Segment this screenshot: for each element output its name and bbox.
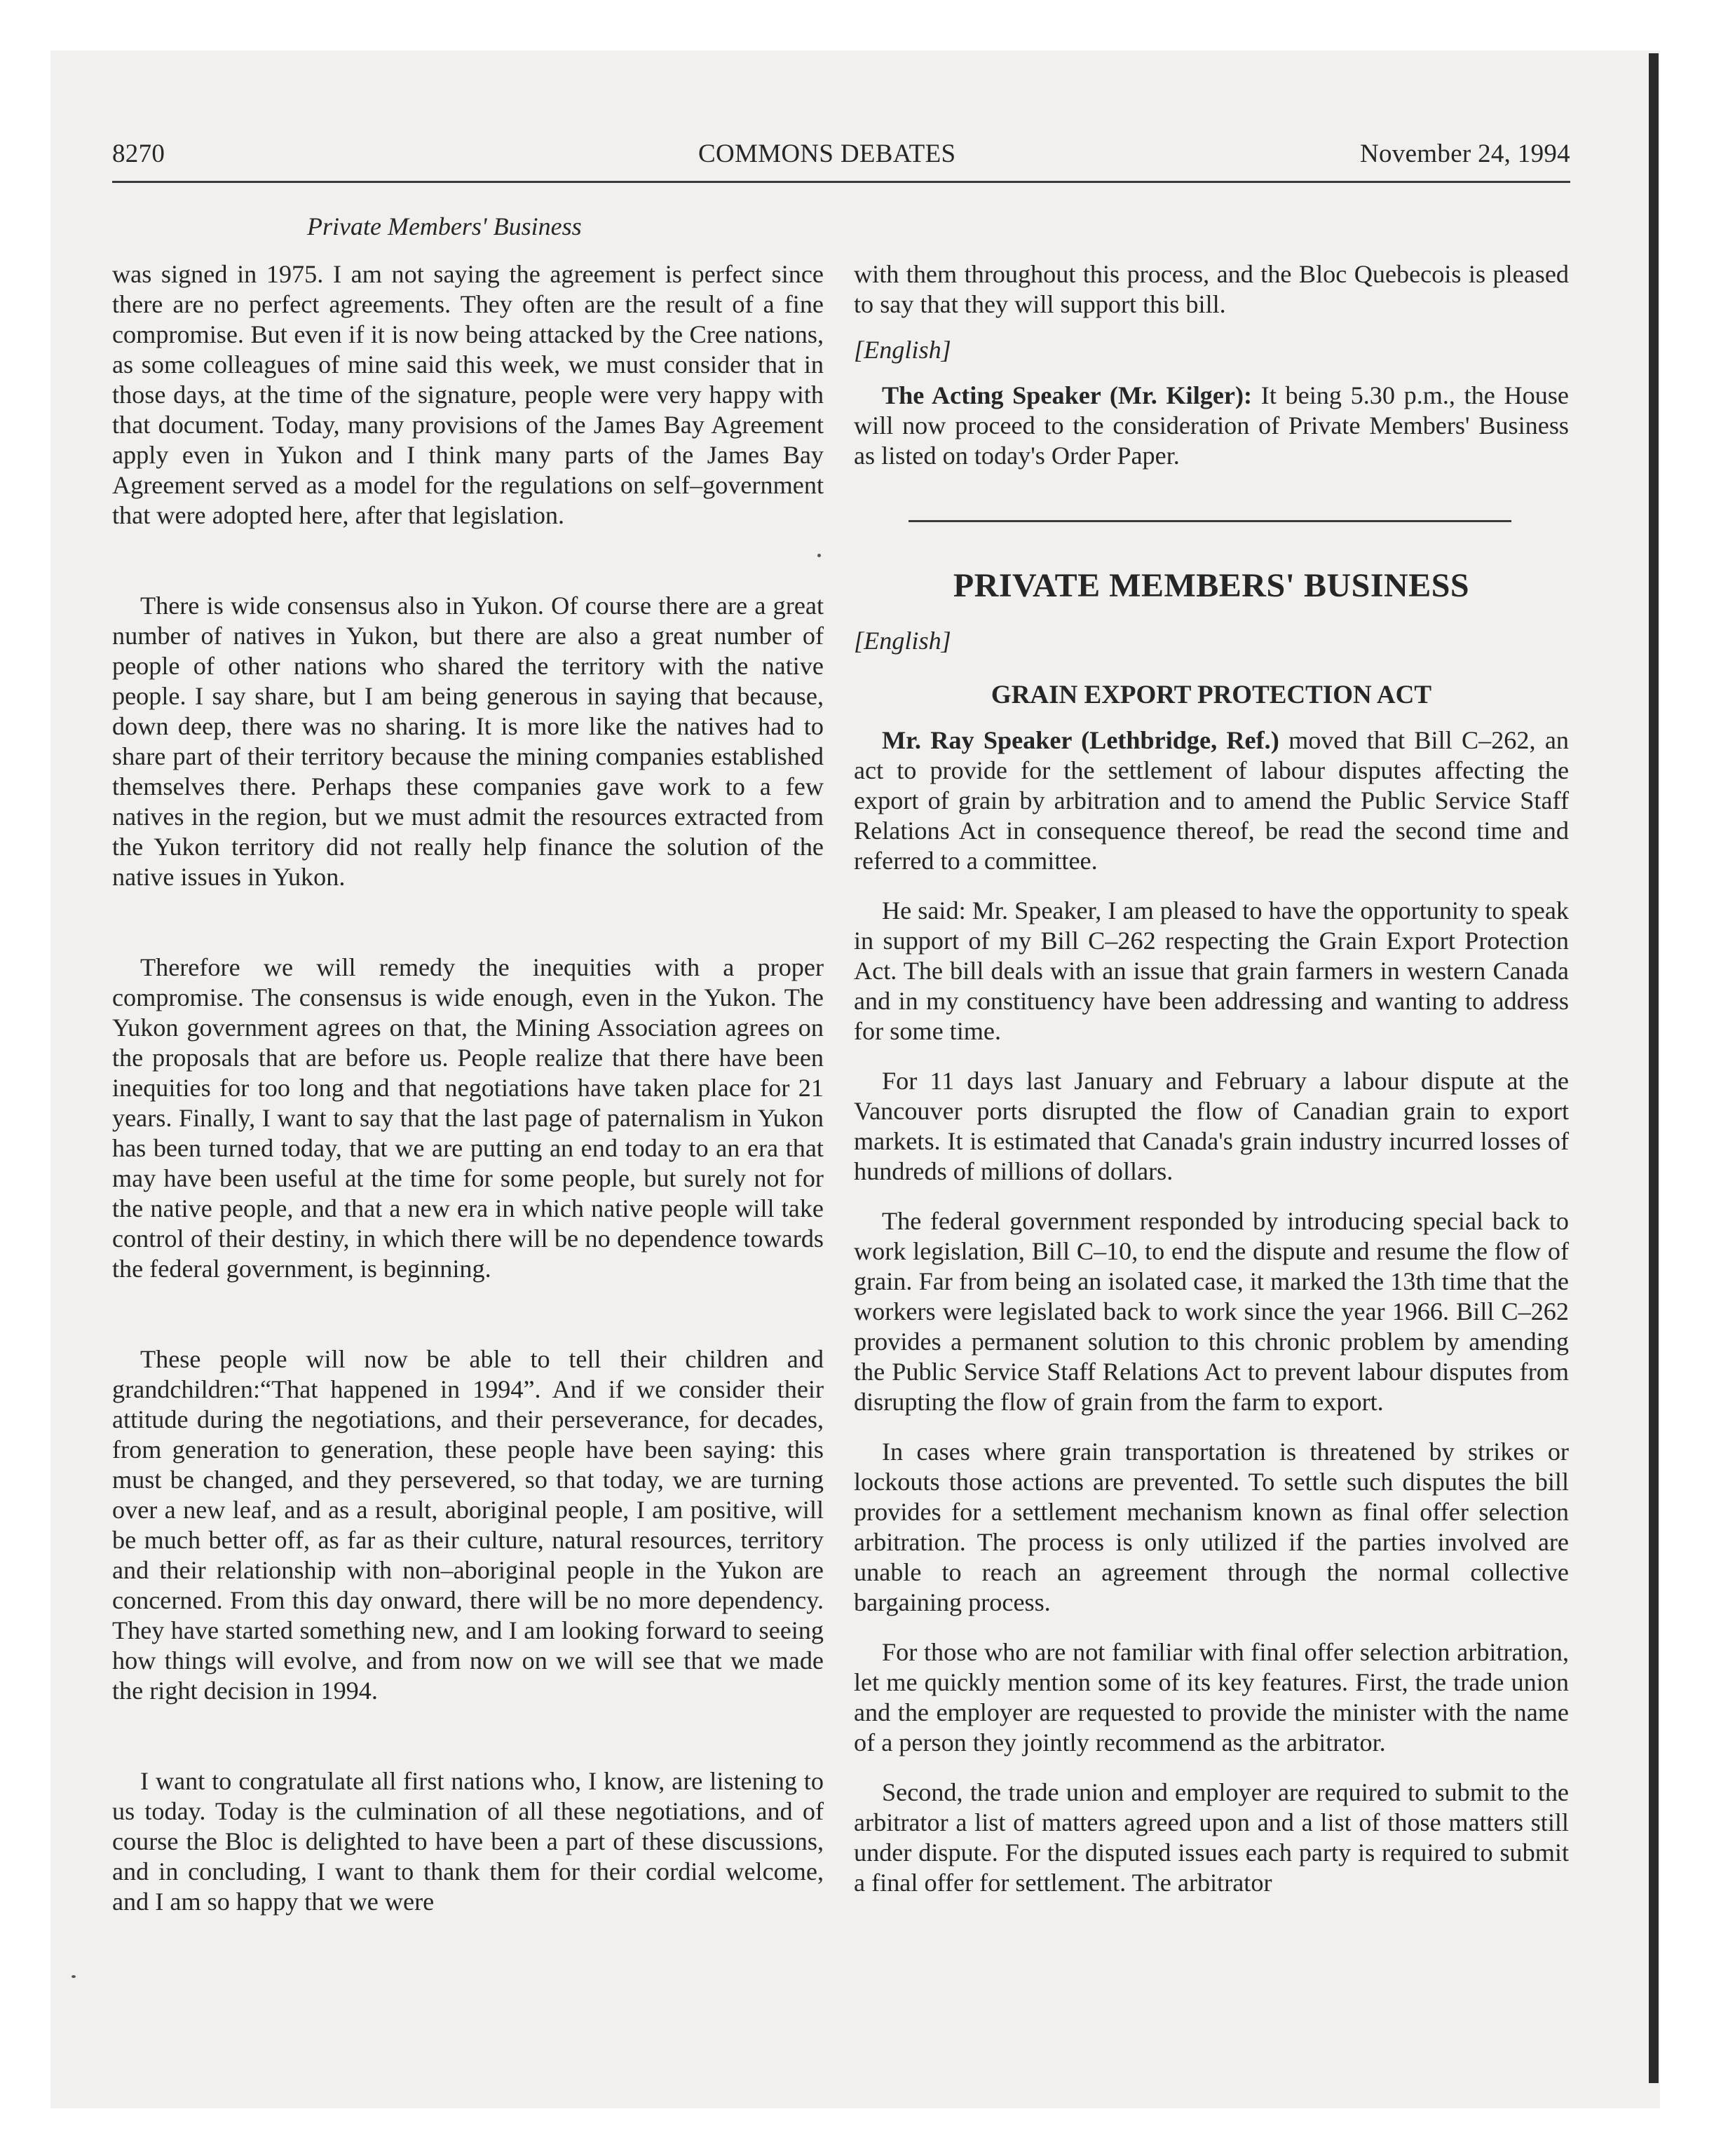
paragraph: was signed in 1975. I am not saying the agreement is perfect since there are no perfect agreements. They often are the result of a fine compromise. But even if it is now being attacked by the Cree nations, as some colleagues of mine said this week, we must consider that in those days, at the time of the signature, people were very happy with that document. Today, many provisions of the James Bay Agreement apply even in Yukon and I think many parts of the James Bay Agreement served as a model for the regulations on self–government that were adopted here, after that legislation. [112,260,824,529]
speech-text: It being 5.30 p.m., the House will now proceed to the consideration of Private Members' Business as listed on today's Order Paper. [854,381,1569,470]
header-rule [112,181,1570,183]
paragraph: There is wide consensus also in Yukon. Of course there are a great number of natives in Yukon, but there are also a great number of people of other nations who shared the territory with the native people. I say share, but I am being generous in saying that because, down deep, there was no sharing. It is more like the natives had to share part of their territory because the mining companies established themselves there. Perhaps these companies gave work to a few natives in the region, but we must admit the resources extracted from the Yukon territory did not really help finance the solution of the native issues in Yukon. [112,592,824,891]
scan-speck [72,1975,76,1978]
section-divider [909,520,1511,522]
paragraph: Therefore we will remedy the inequities with a proper compromise. The consensus is wide enough, even in the Yukon. The Yukon government agrees on that, the Mining Association agrees on the proposals that are before us. People realize that there have been inequities for too long and that negotiations have taken place for 21 years. Finally, I want to say that the last page of paternalism in Yukon has been turned today, that we are putting an end today to an era that may have been useful at the time for some people, but surely not for the native people, and that a new era in which native people will take control of their destiny, in which there will be no dependence towards the federal government, is beginning. [112,953,824,1283]
paragraph: For those who are not familiar with final offer selection arbitration, let me quickly mention some of its key features. First, the trade union and the employer are requested to provide the minister with the name of a person they jointly recommend as the arbitrator. [854,1638,1569,1756]
act-heading: GRAIN EXPORT PROTECTION ACT [991,681,1432,709]
paragraph: For 11 days last January and February a labour dispute at the Vancouver ports disrupted the flow of Canadian grain to export markets. It is estimated that Canada's grain industry incurred losses of hundreds of millions of dollars. [854,1067,1569,1185]
speaker-paragraph [854,725,1569,876]
paragraph: with them throughout this process, and the Bloc Quebecois is pleased to say that they will support this bill. [854,260,1569,318]
right-column [854,259,1569,1898]
publication-title: COMMONS DEBATES [698,139,956,168]
left-column [112,259,824,1917]
language-tag: [English] [854,627,951,655]
sitting-date: November 24, 1994 [1359,139,1570,168]
page-header [112,139,1570,184]
speaker-name: Mr. Ray Speaker (Lethbridge, Ref.) [882,726,1279,754]
paragraph: Second, the trade union and employer are required to submit to the arbitrator a list of matters agreed upon and a list of those matters still under dispute. For the disputed issues each party is required to submit a final offer for settlement. The arbitrator [854,1778,1569,1897]
speech-text: moved that Bill C–262, an act to provide for the settlement of labour disputes affecting the export of grain by arbitration and to amend the Public Service Staff Relations Act in consequence thereof, be read the second time and referred to a committee. [854,726,1569,875]
paragraph: He said: Mr. Speaker, I am pleased to have the opportunity to speak in support of my Bill C–262 respecting the Grain Export Protection Act. The bill deals with an issue that grain farmers in western Canada and in my constituency have been addressing and wanting to address for some time. [854,896,1569,1045]
speaker-name: The Acting Speaker (Mr. Kilger): [882,381,1253,409]
section-heading: PRIVATE MEMBERS' BUSINESS [953,567,1470,604]
page-number: 8270 [112,139,165,168]
paragraph: These people will now be able to tell their children and grandchildren:“That happened in 1994”. And if we consider their attitude during the negotiations, and their perseverance, for decades, from generation to generation, these people have been saying: this must be changed, and they persevered, so that today, we are turning over a new leaf, and as a result, aboriginal people, I am positive, will be much better off, as far as their culture, natural resources, territory and their relationship with non–aboriginal people in the Yukon are concerned. From this day onward, there will be no more dependency. They have started something new, and I am looking forward to seeing how things will evolve, and from now on we will see that we made the right decision in 1994. [112,1345,824,1705]
page-binding-edge [1649,53,1659,2083]
running-head: Private Members' Business [307,212,582,240]
paragraph: In cases where grain transportation is threatened by strikes or lockouts those actions are prevented. To settle such disputes the bill provides for a settlement mechanism known as final offer selection arbitration. The process is only utilized if the parties involved are unable to reach an agreement through the normal collective bargaining process. [854,1438,1569,1616]
paragraph: I want to congratulate all first nations who, I know, are listening to us today. Today is the culmination of all these negotiations, and of course the Bloc is delighted to have been a part of these discussions, and in concluding, I want to thank them for their cordial welcome, and I am so happy that we were [112,1767,824,1916]
language-tag: [English] [854,336,951,364]
scan-speck [817,554,821,557]
paragraph: The federal government responded by introducing special back to work legislation, Bill C–10, to end the dispute and resume the flow of grain. Far from being an isolated case, it marked the 13th time that the workers were legislated back to work since the year 1966. Bill C–262 provides a permanent solution to this chronic problem by amending the Public Service Staff Relations Act to prevent labour disputes from disrupting the flow of grain from the farm to export. [854,1207,1569,1416]
speaker-paragraph [854,381,1569,471]
